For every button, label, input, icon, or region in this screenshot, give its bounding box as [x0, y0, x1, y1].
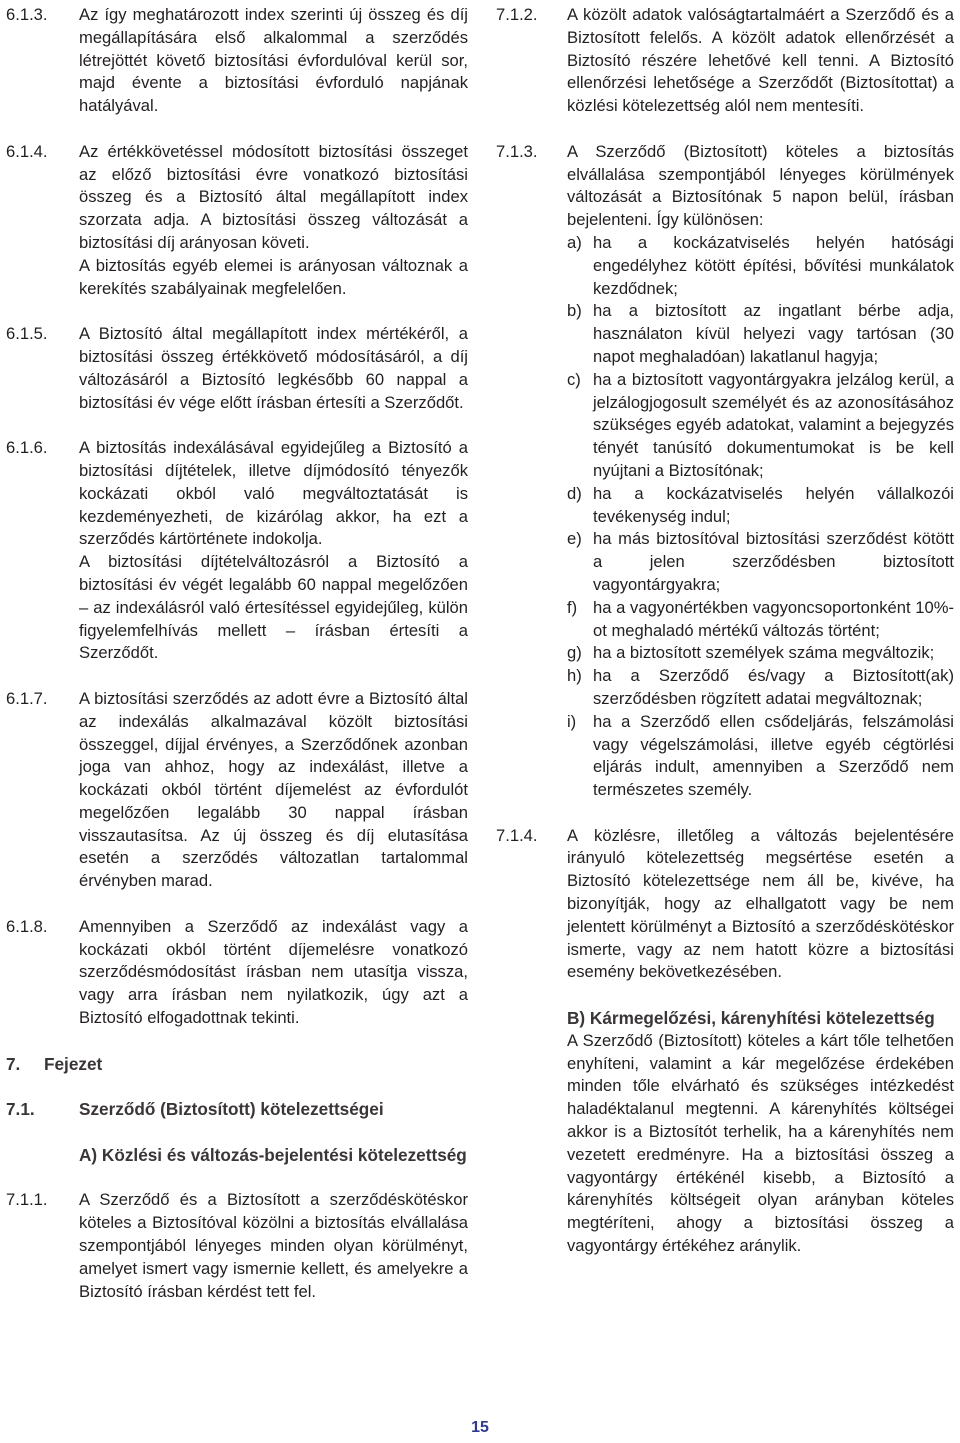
clause-number: 7.1.1.: [6, 1190, 48, 1210]
clause-6-1-6: [6, 437, 468, 665]
clause-6-1-8: [6, 916, 468, 1030]
list-item-label: h): [567, 666, 582, 686]
list-item: [567, 711, 954, 802]
clause-text: Az így meghatározott index szerinti új összeg és díj megállapítására első alkalommal a szerződés létrejöttét követő biztosítási évfordulóval kerül sor, majd évente a biztosítási évforduló napjának hatályával.: [79, 5, 468, 116]
clause-number: 7.1.2.: [496, 5, 538, 24]
subsection-title: A) Közlési és változás-bejelentési kötelezettség: [79, 1144, 467, 1165]
list-item-label: a): [567, 232, 582, 252]
chapter-number: 7.: [6, 1053, 21, 1074]
clause-7-1-3: [496, 141, 954, 802]
right-column: [496, 4, 954, 1258]
clause-6-1-4: [6, 141, 468, 301]
clause-text: Az értékkövetéssel módosított biztosítási összeget az előző biztosítási évre vonatkozó biztosítási összeg és a Biztosító által megállapított index szorzata adja. A biztosítási összeg változását a biztosítási díj arányosan követi.: [79, 141, 468, 252]
clause-number: 6.1.8.: [6, 916, 48, 936]
clause-number: 6.1.5.: [6, 324, 48, 344]
list-item-text: ha a vagyonértékben vagyoncsoportonként 10%-ot meghaladó mértékű változás történt;: [593, 597, 954, 640]
list-item: [567, 300, 954, 368]
section-number: 7.1.: [6, 1099, 35, 1120]
list-item-text: ha a kockázatviselés helyén vállalkozói tevékenység indul;: [593, 483, 954, 526]
clause-6-1-5: [6, 323, 468, 414]
clause-7-1-4: [496, 825, 954, 985]
list-item-text: ha más biztosítóval biztosítási szerződést kötött a jelen szerződésben biztosított vagyontárgyakra;: [593, 529, 954, 594]
chapter-title: Fejezet: [44, 1053, 103, 1074]
left-column: [6, 4, 468, 1303]
clause-6-1-7: [6, 688, 468, 893]
clause-number: 7.1.4.: [496, 825, 538, 845]
clause-number: 6.1.4.: [6, 141, 48, 161]
section-heading: [6, 1098, 468, 1121]
section-title: Szerződő (Biztosított) kötelezettségei: [79, 1099, 384, 1120]
list-item-text: ha a biztosított személyek száma megváltozik;: [593, 643, 935, 663]
clause-number: 6.1.7.: [6, 688, 48, 708]
list-item-label: g): [567, 643, 582, 663]
clause-text: A közölt adatok valóságtartalmáért a Szerződő és a Biztosított felelős. A közölt adatok ellenőrzését a Biztosító részére lehetővé kell tenni. A Biztosító ellenőrzési lehetősége a Szerződőt (Biztosítottat) a közlési kötelezettség alól nem mentesíti.: [567, 5, 954, 116]
list-item-label: i): [567, 711, 577, 731]
list-item: [567, 369, 954, 483]
subsection-heading-wrap: [6, 1144, 468, 1167]
clause-number: 7.1.3.: [496, 141, 538, 161]
list-item: [567, 528, 954, 596]
clause-number: 6.1.3.: [6, 5, 48, 24]
clause-text: A biztosítási díjtételváltozásról a Biztosító a biztosítási év végét legalább 60 nappal megelőzően – az indexálásról való értesítéssel egyidejűleg, külön figyelemfelhívás mellett – írásban értesíti a Szerződőt.: [79, 552, 468, 663]
list-item: [567, 665, 954, 711]
list-item-label: f): [567, 597, 578, 617]
list-item-label: d): [567, 483, 582, 503]
list-item-text: ha a biztosított az ingatlant bérbe adja, használaton kívül helyezi vagy tartósan (30 napot meghaladóan) lakatlanul hagyja;: [593, 301, 954, 366]
clause-text: A Biztosító által megállapított index mértékéről, a biztosítási összeg értékkövető módosításáról, a díj változásáról a Biztosító legkésőbb 60 nappal a biztosítási év vége előtt írásban értesíti a Szerződőt.: [79, 324, 468, 412]
clause-7-1-2: [496, 4, 954, 118]
section-b-title: B) Kármegelőzési, kárenyhítési kötelezettség: [567, 1008, 935, 1029]
list-item-text: ha a kockázatviselés helyén hatósági engedélyhez kötött építési, bővítési munkálatok kezdődnek;: [593, 232, 954, 298]
list-item-label: b): [567, 301, 582, 321]
clause-text: Amennyiben a Szerződő az indexálást vagy a kockázati okból történt díjemelésre vonatkozó szerződésmódosítást írásban nem utasítja vissza, vagy arra írásban nem nyilatkozik, úgy azt a Biztosító elfogadottnak tekinti.: [79, 916, 468, 1028]
list-item-text: ha a Szerződő ellen csődeljárás, felszámolási vagy végelszámolási, illetve egyéb cégtörlési eljárás indult, amennyiben a Szerződő nem természetes személy.: [593, 711, 954, 800]
list-item-label: c): [567, 369, 581, 389]
clause-number: 6.1.6.: [6, 438, 48, 458]
clause-text: A Szerződő és a Biztosított a szerződéskötéskor köteles a Biztosítóval közölni a biztosítás elvállalása szempontjából lényeges minden olyan körülményt, amelyet ismert vagy ismernie kellett, és amelyekre a Biztosító írásban kérdést tett fel.: [79, 1190, 468, 1301]
list-item: [567, 642, 954, 665]
clause-text: A biztosítás indexálásával egyidejűleg a Biztosító a biztosítási díjtételek, illetve díjmódosító tényezők kockázati okból való megváltoztatását is kezdeményezheti, de kizárólag akkor, ha ezt a szerződés kártörténete indokolja.: [79, 438, 468, 549]
chapter-heading: [6, 1053, 468, 1076]
clause-text: A biztosítás egyéb elemei is arányosan változnak a kerekítés szabályainak megfelelően.: [79, 255, 468, 298]
clause-7-1-1: [6, 1189, 468, 1303]
section-b-text: A Szerződő (Biztosított) köteles a kárt tőle telhetően enyhíteni, valamint a kár megelőzése érdekében minden tőle elvárható és szükséges intézkedést haladéktalanul megtenni. A kárenyhítés költségei akkor is a Biztosítót terhelik, ha a kárenyhítés nem vezetett eredményre. Ha a biztosítási összeg a vagyontárgy értékénél kisebb, a Biztosító a kárenyhítés költségeit olyan arányban köteles megtéríteni, ahogy a biztosítási összeg a vagyontárgy értékéhez aránylik.: [567, 1030, 954, 1256]
list-item-text: ha a Szerződő és/vagy a Biztosított(ak) szerződésben rögzített adatai megváltoznak;: [593, 666, 954, 708]
section-b: [496, 1007, 954, 1258]
page-number: 15: [471, 1419, 489, 1436]
clause-text: A biztosítási szerződés az adott évre a Biztosító által az indexálás alkalmazával közölt biztosítási összeggel, díjjal érvényes, a Szerződőnek azonban joga van ahhoz, hogy az indexálást, illetve a kockázati okból történt díjemelést az évfordulót megelőzően legalább 30 nappal írásban visszautasítsa. Az új összeg és díj elutasítása esetén a szerződés változatlan tartalommal érvényben marad.: [79, 688, 468, 891]
list-item-label: e): [567, 529, 582, 549]
clause-intro: A Szerződő (Biztosított) köteles a biztosítás elvállalása szempontjából lényeges körülmények változását a Biztosítónak 5 napon belül, írásban bejelenteni. Így különösen:: [567, 141, 954, 230]
list-item: [567, 232, 954, 300]
clause-text: A közlésre, illetőleg a változás bejelentésére irányuló kötelezettség megsértése esetén a Biztosító kötelezettsége nem áll be, kivéve, ha bizonyítják, hogy az elhallgatott vagy be nem jelentett körülményt a Biztosító a szerződéskötéskor ismerte, vagy az nem hatott közre a biztosítási esemény bekövetkezésében.: [567, 825, 954, 982]
list-item-text: ha a biztosított vagyontárgyakra jelzálog kerül, a jelzálogjogosult személyét és az azonosításához szükséges egyéb adatokat, valamint a bejegyzés tényét tanúsító dokumentumokat is be kell nyújtani a Biztosítónak;: [593, 369, 954, 480]
list-item: [567, 483, 954, 529]
clause-6-1-3: [6, 4, 468, 118]
list-item: [567, 597, 954, 643]
